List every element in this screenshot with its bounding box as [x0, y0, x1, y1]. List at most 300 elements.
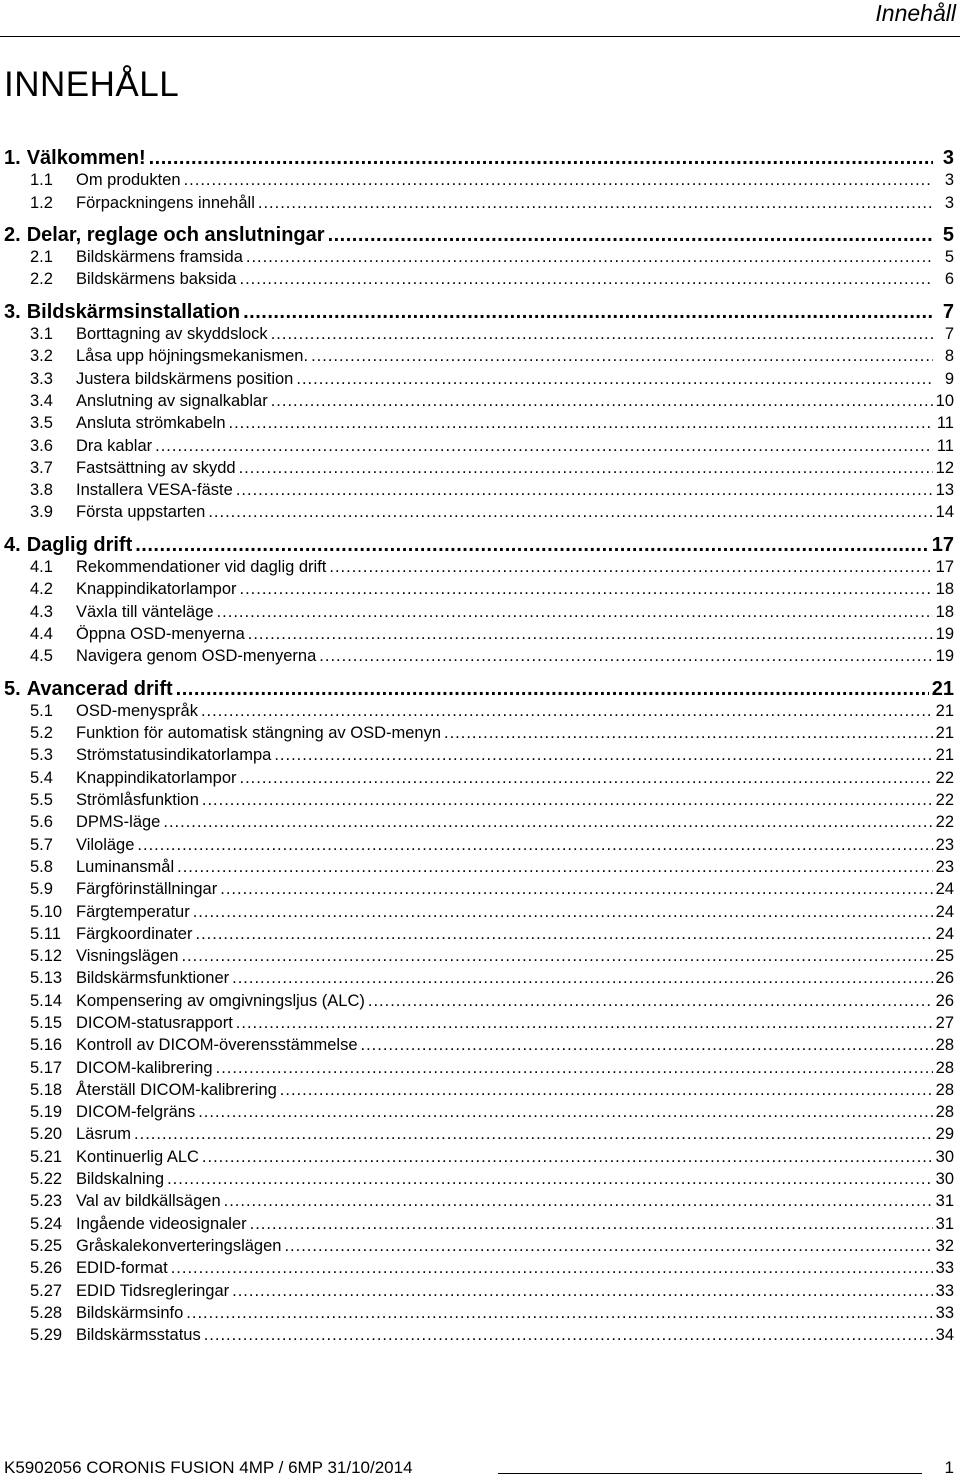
toc-entry-page: 8	[944, 347, 954, 366]
toc-section-entry[interactable]	[4, 323, 954, 345]
toc-entry-title: Ingående videosignaler	[76, 1214, 247, 1233]
toc-section-entry[interactable]	[4, 744, 954, 766]
toc-entry-title: Återställ DICOM-kalibrering	[76, 1080, 277, 1099]
toc-dot-leader	[319, 645, 932, 667]
toc-dot-leader	[229, 412, 934, 434]
toc-entry-title: Knappindikatorlampor	[76, 580, 237, 599]
toc-dot-leader	[134, 1123, 933, 1145]
toc-entry-title: Luminansmål	[76, 857, 175, 876]
toc-section-entry[interactable]	[4, 990, 954, 1012]
toc-entry-page: 22	[935, 791, 954, 810]
toc-entry-page: 11	[936, 436, 954, 455]
toc-entry-title: EDID-format	[76, 1259, 168, 1278]
toc-entry-label	[4, 700, 198, 722]
toc-entry-number: 5.2	[30, 724, 53, 743]
toc-section-entry[interactable]	[4, 923, 954, 945]
toc-entry-page: 7	[944, 325, 954, 344]
toc-entry-title: Första uppstarten	[76, 503, 206, 522]
toc-entry-page: 31	[935, 1192, 954, 1211]
toc-entry-title: Strömstatusindikatorlampa	[76, 746, 272, 765]
toc-dot-leader	[202, 789, 933, 811]
toc-dot-leader	[137, 834, 932, 856]
toc-entry-label	[4, 224, 325, 246]
toc-section-entry[interactable]	[4, 1213, 954, 1235]
toc-entry-title: Bildskärmens baksida	[76, 270, 237, 289]
toc-entry-label	[4, 645, 316, 667]
toc-entry-label	[4, 323, 268, 345]
toc-dot-leader	[208, 501, 932, 523]
footer-page-number: 1	[944, 1458, 954, 1477]
toc-entry-page: 32	[935, 1236, 954, 1255]
toc-section-entry[interactable]	[4, 192, 954, 214]
toc-entry-label	[4, 457, 236, 479]
toc-entry-label	[4, 147, 146, 169]
toc-entry-number: 5.21	[30, 1147, 63, 1166]
toc-section-entry[interactable]	[4, 501, 954, 523]
toc-entry-title: Bildskärmsinstallation	[26, 300, 241, 323]
toc-entry-number: 5.9	[30, 880, 53, 899]
toc-entry-number: 5.25	[30, 1236, 63, 1255]
toc-section-entry[interactable]	[4, 390, 954, 412]
toc-entry-title: Öppna OSD-menyerna	[76, 624, 245, 643]
header-rule	[0, 36, 960, 37]
toc-entry-label	[4, 1257, 168, 1279]
toc-entry-title: DICOM-kalibrering	[76, 1058, 213, 1077]
toc-entry-number: 5.3	[30, 746, 53, 765]
toc-dot-leader	[311, 345, 933, 367]
toc-entry-number: 4.5	[30, 647, 53, 666]
toc-dot-leader	[271, 390, 933, 412]
toc-entry-label	[4, 501, 205, 523]
toc-entry-number: 3.8	[30, 481, 53, 500]
toc-entry-page: 3	[944, 193, 954, 212]
toc-entry-number: 5.6	[30, 813, 53, 832]
toc-section-entry[interactable]	[4, 1057, 954, 1079]
toc-entry-title: Strömlåsfunktion	[76, 791, 199, 810]
toc-entry-number: 4.1	[30, 558, 53, 577]
toc-entry-page: 30	[935, 1170, 954, 1189]
toc-chapter-entry[interactable]	[4, 224, 954, 246]
toc-entry-label	[4, 1123, 131, 1145]
toc-entry-page: 31	[935, 1214, 954, 1233]
toc-entry-label	[4, 967, 229, 989]
toc-entry-number: 5.16	[30, 1036, 63, 1055]
toc-entry-label	[4, 1280, 229, 1302]
toc-section-entry[interactable]	[4, 556, 954, 578]
toc-entry-number: 5.14	[30, 991, 63, 1010]
toc-entry-title: Bildskärmsinfo	[76, 1303, 184, 1322]
toc-entry-title: Förpackningens innehåll	[76, 193, 255, 212]
toc-entry-number: 3.5	[30, 414, 53, 433]
toc-entry-page: 24	[935, 902, 954, 921]
toc-section-entry[interactable]	[4, 722, 954, 744]
toc-entry-page: 12	[935, 458, 954, 477]
toc-section-entry[interactable]	[4, 623, 954, 645]
toc-entry-page: 5	[944, 248, 954, 267]
toc-section-entry[interactable]	[4, 1235, 954, 1257]
toc-entry-page: 13	[935, 481, 954, 500]
toc-dot-leader	[232, 967, 933, 989]
toc-entry-title: Om produkten	[76, 171, 181, 190]
toc-entry-label	[4, 623, 245, 645]
toc-entry-title: DPMS-läge	[76, 813, 161, 832]
toc-entry-page: 33	[935, 1259, 954, 1278]
toc-entry-title: Välkommen!	[26, 147, 146, 169]
toc-entry-title: Bildskärmsstatus	[76, 1326, 201, 1345]
toc-entry-title: Fastsättning av skydd	[76, 458, 236, 477]
toc-section-entry[interactable]	[4, 834, 954, 856]
toc-entry-number: 5.10	[30, 902, 63, 921]
toc-dot-leader	[176, 678, 929, 700]
toc-entry-label	[4, 578, 237, 600]
toc-entry-label	[4, 923, 192, 945]
toc-chapter-entry[interactable]	[4, 534, 954, 556]
page-title: INNEHÅLL	[4, 65, 180, 104]
toc-entry-number: 5.29	[30, 1326, 63, 1345]
toc-section-entry[interactable]	[4, 1302, 954, 1324]
toc-chapter-entry[interactable]	[4, 301, 954, 323]
toc-entry-title: Låsa upp höjningsmekanismen.	[76, 347, 309, 366]
toc-section-entry[interactable]	[4, 856, 954, 878]
toc-entry-number: 5.11	[30, 924, 61, 943]
toc-entry-page: 29	[935, 1125, 954, 1144]
toc-entry-title: Justera bildskärmens position	[76, 369, 294, 388]
toc-section-entry[interactable]	[4, 645, 954, 667]
toc-entry-number: 3.7	[30, 458, 53, 477]
toc-entry-label	[4, 1012, 233, 1034]
toc-entry-page: 21	[935, 724, 954, 743]
toc-entry-number: 5.19	[30, 1103, 63, 1122]
toc-entry-number: 1.1	[30, 171, 53, 190]
toc-entry-title: Delar, reglage och anslutningar	[26, 223, 325, 246]
toc-dot-leader	[243, 301, 933, 323]
toc-entry-page: 21	[935, 746, 954, 765]
toc-entry-number: 2.2	[30, 270, 53, 289]
toc-entry-label	[4, 556, 326, 578]
toc-dot-leader	[329, 556, 932, 578]
toc-entry-number: 3.	[4, 300, 21, 323]
toc-entry-page: 3	[942, 147, 954, 169]
toc-entry-page: 14	[935, 503, 954, 522]
toc-entry-title: Navigera genom OSD-menyerna	[76, 647, 317, 666]
toc-dot-leader	[236, 1012, 933, 1034]
toc-entry-title: EDID Tidsregleringar	[76, 1281, 230, 1300]
toc-entry-title: Växla till vänteläge	[76, 602, 214, 621]
toc-entry-page: 21	[931, 677, 954, 700]
toc-entry-label	[4, 1324, 201, 1346]
toc-entry-label	[4, 412, 226, 434]
toc-section-entry[interactable]	[4, 479, 954, 501]
toc-section-entry[interactable]	[4, 578, 954, 600]
toc-entry-label	[4, 1213, 247, 1235]
toc-dot-leader	[224, 1190, 933, 1212]
toc-dot-leader	[195, 923, 932, 945]
toc-entry-label	[4, 390, 268, 412]
toc-entry-page: 28	[935, 1080, 954, 1099]
toc-entry-number: 3.6	[30, 436, 53, 455]
toc-section-entry[interactable]	[4, 1079, 954, 1101]
toc-entry-title: Ansluta strömkabeln	[76, 414, 226, 433]
toc-entry-page: 24	[935, 924, 954, 943]
toc-entry-number: 5.5	[30, 791, 53, 810]
toc-section-entry[interactable]	[4, 901, 954, 923]
toc-dot-leader	[193, 901, 933, 923]
toc-entry-number: 5.28	[30, 1303, 63, 1322]
toc-dot-leader	[296, 368, 933, 390]
toc-entry-number: 5.26	[30, 1259, 63, 1278]
toc-entry-page: 33	[935, 1303, 954, 1322]
toc-entry-number: 2.1	[30, 248, 53, 267]
toc-entry-number: 5.17	[30, 1058, 63, 1077]
toc-entry-page: 5	[942, 223, 954, 246]
toc-entry-number: 5.15	[30, 1013, 63, 1032]
toc-section-entry[interactable]	[4, 601, 954, 623]
toc-entry-page: 9	[944, 369, 954, 388]
toc-entry-page: 18	[935, 580, 954, 599]
toc-dot-leader	[163, 811, 932, 833]
toc-entry-page: 6	[944, 270, 954, 289]
toc-entry-label	[4, 811, 160, 833]
toc-chapter-entry[interactable]	[4, 678, 954, 700]
toc-entry-label	[4, 945, 178, 967]
footer-document-id: K5902056 CORONIS FUSION 4MP / 6MP 31/10/2014	[4, 1458, 413, 1477]
toc-entry-label	[4, 435, 152, 457]
toc-entry-title: Kontinuerlig ALC	[76, 1147, 199, 1166]
toc-entry-number: 4.	[4, 533, 21, 556]
toc-entry-label	[4, 479, 233, 501]
toc-entry-label	[4, 722, 441, 744]
toc-section-entry[interactable]	[4, 811, 954, 833]
toc-dot-leader	[240, 767, 933, 789]
toc-entry-page: 23	[935, 835, 954, 854]
toc-entry-label	[4, 1146, 199, 1168]
toc-dot-leader	[284, 1235, 932, 1257]
toc-entry-label	[4, 678, 173, 700]
toc-section-entry[interactable]	[4, 967, 954, 989]
toc-dot-leader	[240, 578, 933, 600]
toc-entry-number: 5.7	[30, 835, 53, 854]
toc-entry-page: 3	[944, 171, 954, 190]
toc-dot-leader	[204, 1324, 933, 1346]
toc-entry-page: 26	[935, 991, 954, 1010]
toc-entry-label	[4, 878, 217, 900]
toc-entry-page: 28	[935, 1058, 954, 1077]
toc-section-entry[interactable]	[4, 1146, 954, 1168]
footer-rule	[498, 1473, 922, 1474]
toc-entry-page: 28	[935, 1036, 954, 1055]
toc-section-entry[interactable]	[4, 169, 954, 191]
toc-entry-title: Daglig drift	[26, 533, 133, 556]
toc-entry-title: Gråskalekonverteringslägen	[76, 1236, 282, 1255]
toc-entry-number: 3.9	[30, 503, 53, 522]
toc-entry-number: 5.12	[30, 947, 63, 966]
toc-section-entry[interactable]	[4, 1101, 954, 1123]
toc-dot-leader	[240, 268, 934, 290]
toc-entry-label	[4, 789, 199, 811]
toc-entry-label	[4, 345, 308, 367]
toc-dot-leader	[236, 479, 933, 501]
toc-entry-label	[4, 1101, 195, 1123]
toc-dot-leader	[232, 1280, 933, 1302]
toc-entry-page: 11	[936, 414, 954, 433]
toc-entry-page: 22	[935, 768, 954, 787]
toc-entry-label	[4, 856, 174, 878]
toc-dot-leader	[220, 878, 932, 900]
toc-dot-leader	[444, 722, 933, 744]
toc-entry-page: 10	[935, 391, 954, 410]
toc-entry-page: 21	[935, 701, 954, 720]
toc-entry-title: Bildskärmsfunktioner	[76, 969, 230, 988]
toc-section-entry[interactable]	[4, 457, 954, 479]
toc-section-entry[interactable]	[4, 1168, 954, 1190]
toc-entry-number: 5.18	[30, 1080, 63, 1099]
toc-section-entry[interactable]	[4, 767, 954, 789]
toc-section-entry[interactable]	[4, 268, 954, 290]
toc-entry-title: Borttagning av skyddslock	[76, 325, 268, 344]
toc-section-entry[interactable]	[4, 1257, 954, 1279]
toc-entry-number: 5.	[4, 677, 21, 700]
toc-section-entry[interactable]	[4, 789, 954, 811]
toc-section-entry[interactable]	[4, 945, 954, 967]
toc-dot-leader	[201, 700, 933, 722]
toc-section-entry[interactable]	[4, 1034, 954, 1056]
toc-entry-page: 26	[935, 969, 954, 988]
toc-entry-number: 5.27	[30, 1281, 63, 1300]
toc-section-entry[interactable]	[4, 435, 954, 457]
toc-chapter-entry[interactable]	[4, 147, 954, 169]
toc-entry-title: Dra kablar	[76, 436, 153, 455]
toc-entry-label	[4, 169, 181, 191]
toc-dot-leader	[171, 1257, 933, 1279]
toc-dot-leader	[250, 1213, 933, 1235]
toc-dot-leader	[368, 990, 933, 1012]
toc-entry-number: 5.1	[30, 701, 53, 720]
toc-section-entry[interactable]	[4, 1324, 954, 1346]
toc-entry-title: Val av bildkällsägen	[76, 1192, 221, 1211]
toc-entry-title: Kompensering av omgivningsljus (ALC)	[76, 991, 365, 1010]
toc-section-entry[interactable]	[4, 1012, 954, 1034]
toc-entry-page: 7	[942, 300, 954, 323]
toc-section-entry[interactable]	[4, 368, 954, 390]
toc-entry-label	[4, 192, 255, 214]
toc-entry-label	[4, 1190, 221, 1212]
toc-entry-label	[4, 1034, 358, 1056]
toc-entry-page: 30	[935, 1147, 954, 1166]
toc-section-entry[interactable]	[4, 412, 954, 434]
toc-entry-label	[4, 901, 190, 923]
toc-entry-title: Anslutning av signalkablar	[76, 391, 268, 410]
toc-entry-title: Avancerad drift	[26, 677, 173, 700]
toc-entry-label	[4, 246, 243, 268]
toc-dot-leader	[274, 744, 932, 766]
toc-entry-number: 5.8	[30, 857, 53, 876]
toc-entry-label	[4, 1079, 277, 1101]
toc-entry-label	[4, 1168, 164, 1190]
toc-section-entry[interactable]	[4, 246, 954, 268]
toc-entry-page: 19	[935, 624, 954, 643]
toc-dot-leader	[184, 169, 933, 191]
toc-entry-label	[4, 1235, 281, 1257]
toc-dot-leader	[216, 1057, 933, 1079]
toc-entry-number: 4.3	[30, 602, 53, 621]
toc-entry-number: 5.20	[30, 1125, 63, 1144]
toc-dot-leader	[135, 534, 929, 556]
toc-entry-title: Färgkoordinater	[76, 924, 193, 943]
toc-entry-number: 3.1	[30, 325, 53, 344]
toc-entry-page: 28	[935, 1103, 954, 1122]
toc-entry-title: Färgtemperatur	[76, 902, 190, 921]
toc-entry-label	[4, 1057, 213, 1079]
toc-entry-title: Rekommendationer vid daglig drift	[76, 558, 327, 577]
toc-entry-label	[4, 744, 271, 766]
toc-entry-number: 3.4	[30, 391, 53, 410]
toc-entry-number: 1.	[4, 147, 21, 169]
toc-section-entry[interactable]	[4, 878, 954, 900]
toc-dot-leader	[258, 192, 933, 214]
toc-entry-label	[4, 534, 132, 556]
toc-entry-number: 1.2	[30, 193, 53, 212]
toc-section-entry[interactable]	[4, 1280, 954, 1302]
toc-entry-title: Färgförinställningar	[76, 880, 218, 899]
toc-dot-leader	[198, 1101, 932, 1123]
toc-section-entry[interactable]	[4, 700, 954, 722]
toc-entry-page: 22	[935, 813, 954, 832]
toc-entry-label	[4, 1302, 183, 1324]
toc-entry-label	[4, 268, 237, 290]
toc-entry-number: 3.2	[30, 347, 53, 366]
toc-dot-leader	[280, 1079, 933, 1101]
toc-entry-title: Funktion för automatisk stängning av OSD-menyn	[76, 724, 442, 743]
running-header-title: Innehåll	[875, 0, 956, 26]
toc-entry-title: Viloläge	[76, 835, 135, 854]
toc-dot-leader	[271, 323, 933, 345]
toc-entry-title: DICOM-felgräns	[76, 1103, 196, 1122]
toc-dot-leader	[149, 147, 933, 169]
toc-entry-page: 17	[931, 533, 954, 556]
toc-entry-title: Visningslägen	[76, 947, 179, 966]
toc-entry-page: 25	[935, 947, 954, 966]
toc-entry-label	[4, 368, 293, 390]
toc-entry-label	[4, 834, 134, 856]
toc-section-entry[interactable]	[4, 1190, 954, 1212]
toc-entry-page: 19	[935, 647, 954, 666]
toc-entry-title: Bildskärmens framsida	[76, 248, 243, 267]
toc-entry-title: Bildskalning	[76, 1170, 165, 1189]
toc-entry-number: 4.4	[30, 624, 53, 643]
toc-entry-page: 33	[935, 1281, 954, 1300]
toc-entry-title: Installera VESA-fäste	[76, 481, 233, 500]
toc-entry-number: 3.3	[30, 369, 53, 388]
toc-entry-title: OSD-menyspråk	[76, 701, 198, 720]
toc-entry-number: 5.24	[30, 1214, 63, 1233]
toc-entry-number: 5.23	[30, 1192, 63, 1211]
toc-dot-leader	[167, 1168, 933, 1190]
toc-dot-leader	[177, 856, 933, 878]
toc-dot-leader	[155, 435, 933, 457]
toc-entry-label	[4, 601, 214, 623]
toc-entry-page: 24	[935, 880, 954, 899]
toc-dot-leader	[181, 945, 932, 967]
toc-section-entry[interactable]	[4, 1123, 954, 1145]
toc-entry-title: Läsrum	[76, 1125, 132, 1144]
toc-dot-leader	[202, 1146, 933, 1168]
toc-entry-title: DICOM-statusrapport	[76, 1013, 233, 1032]
toc-entry-page: 18	[935, 602, 954, 621]
toc-entry-page: 34	[935, 1326, 954, 1345]
toc-section-entry[interactable]	[4, 345, 954, 367]
toc-entry-label	[4, 767, 237, 789]
toc-entry-label	[4, 990, 365, 1012]
